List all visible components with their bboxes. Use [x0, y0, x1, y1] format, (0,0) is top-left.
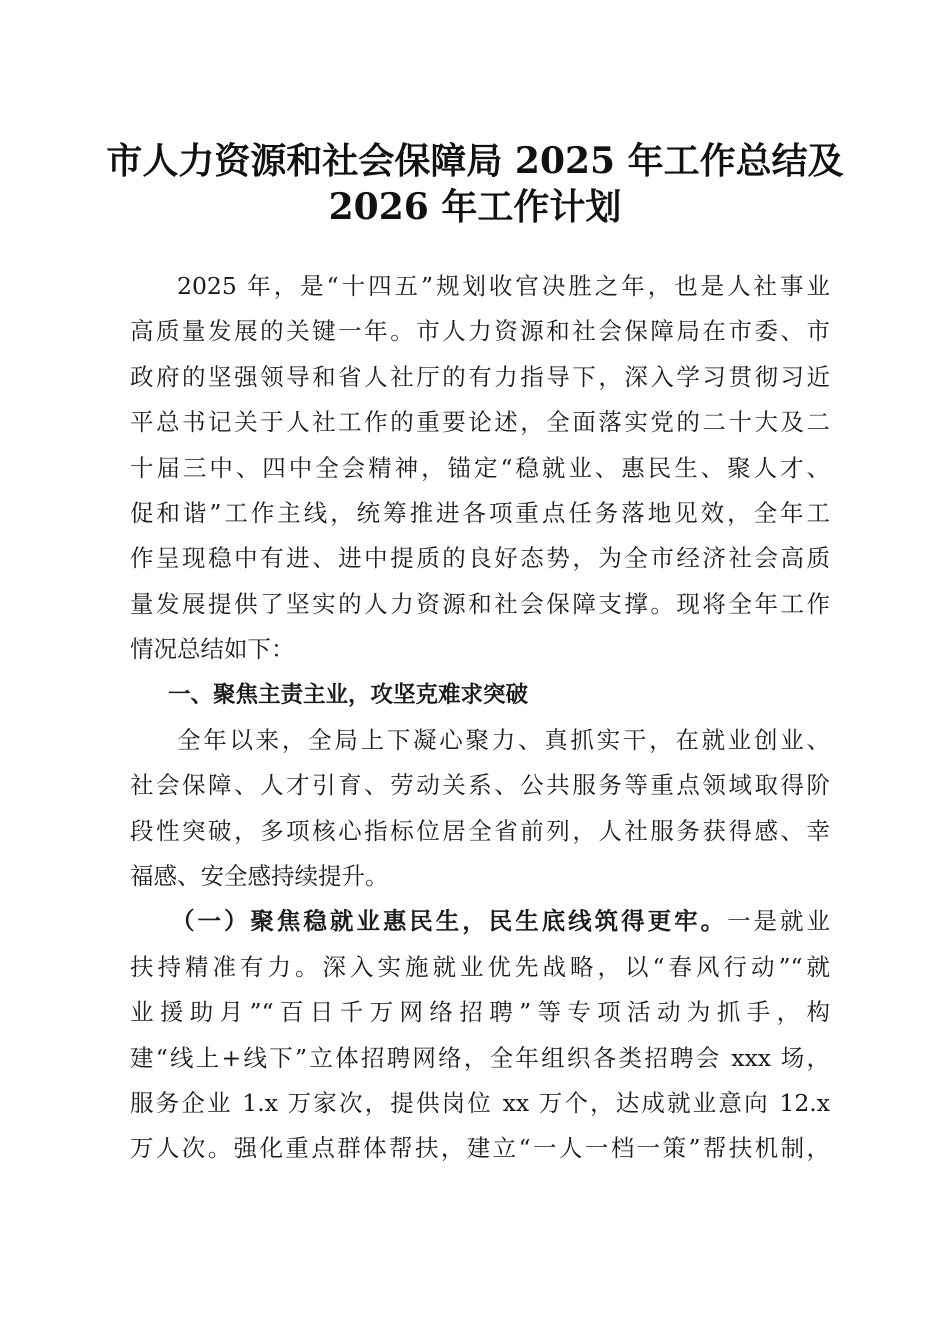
subsection1-line: 建“线上+线下”立体招聘网络，全年组织各类招聘会 xxx 场，	[130, 1043, 830, 1072]
section1-line: 福感、安全感持续提升。	[130, 862, 389, 891]
subsection1-line: 扶持精准有力。深入实施就业优先战略，以“春风行动”“就	[130, 952, 830, 981]
intro-line: 促和谐”工作主线，统筹推进各项重点任务落地见效，全年工	[130, 498, 830, 527]
subsection-1-first-line	[130, 899, 830, 944]
section1-line: 社会保障、人才引育、劳动关系、公共服务等重点领域取得阶	[130, 771, 830, 800]
subsection1-line: 业援助月”“百日千万网络招聘”等专项活动为抓手，构	[130, 998, 830, 1027]
intro-line: 平总书记关于人社工作的重要论述，全面落实党的二十大及二	[130, 408, 830, 437]
intro-line: 作呈现稳中有进、进中提质的良好态势，为全市经济社会高质	[130, 544, 830, 573]
intro-line: 情况总结如下：	[130, 635, 295, 664]
section-heading-1: 一、聚焦主责主业，攻坚克难求突破	[168, 681, 529, 708]
subsection1-line: 万人次。强化重点群体帮扶，建立“一人一档一策”帮扶机制，	[130, 1134, 830, 1163]
section1-line: 段性突破，多项核心指标位居全省前列，人社服务获得感、幸	[130, 816, 830, 845]
intro-line: 量发展提供了坚实的人力资源和社会保障支撑。现将全年工作	[130, 589, 830, 618]
subsection-1-lead: （一）聚焦稳就业惠民生，民生底线筑得更牢。	[171, 907, 728, 936]
intro-line: 2025 年，是“十四五”规划收官决胜之年，也是人社事业	[177, 272, 830, 300]
document-body	[130, 264, 830, 1172]
intro-line: 高质量发展的关键一年。市人力资源和社会保障局在市委、市	[130, 317, 830, 346]
document-title-line-2: 2026 年工作计划	[328, 186, 622, 228]
subsection1-line: 服务企业 1.x 万家次，提供岗位 xx 万个，达成就业意向 12.x	[130, 1089, 830, 1118]
intro-line: 十届三中、四中全会精神，锚定“稳就业、惠民生、聚人才、	[130, 453, 830, 482]
subsection-1-first-tail: 一是就业	[727, 907, 831, 936]
document-title-line-1: 市人力资源和社会保障局 2025 年工作总结及	[106, 140, 844, 182]
intro-line: 政府的坚强领导和省人社厅的有力指导下，深入学习贯彻习近	[130, 362, 830, 391]
section1-line: 全年以来，全局上下凝心聚力、真抓实干，在就业创业、	[177, 725, 830, 754]
